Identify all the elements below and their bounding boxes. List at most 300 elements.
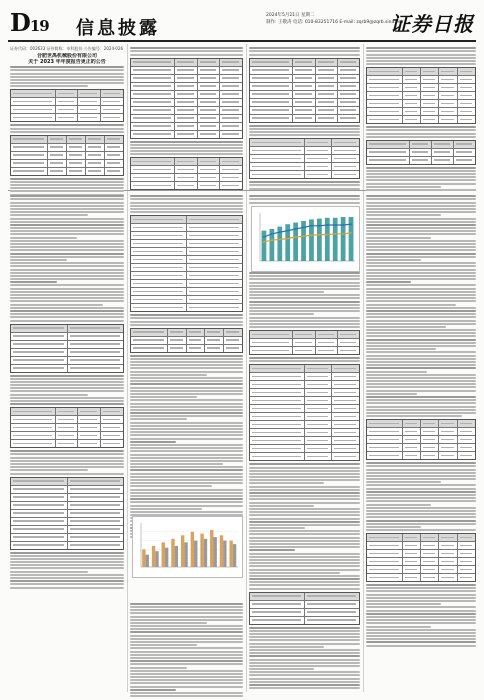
- text-line: [366, 584, 476, 586]
- table-cell: [11, 440, 56, 447]
- table-cell: [68, 510, 124, 517]
- text-line: [366, 335, 476, 337]
- text-line: [249, 505, 314, 507]
- table-cell: [68, 478, 124, 485]
- table-cell: [305, 163, 333, 170]
- table-cell: [11, 349, 68, 356]
- text-line: [249, 668, 314, 670]
- table-cell: [11, 333, 68, 340]
- table-cell: [421, 76, 439, 83]
- table-row: [11, 333, 123, 341]
- body-text-block: [366, 167, 476, 191]
- chart-bar: [146, 555, 149, 567]
- table-row: [131, 115, 242, 123]
- text-line: [249, 639, 360, 641]
- text-line: [366, 526, 421, 528]
- series-point: [334, 224, 336, 226]
- table-cell: [220, 123, 242, 130]
- body-text-block: [249, 47, 360, 55]
- table-cell: [421, 436, 439, 443]
- table-cell: [316, 99, 338, 106]
- text-line: [366, 50, 476, 52]
- table-cell: [250, 405, 305, 412]
- text-line: [130, 317, 243, 319]
- text-line: [366, 265, 476, 267]
- text-column: [10, 194, 124, 590]
- text-line: [130, 367, 243, 369]
- table-cell: [224, 337, 242, 344]
- text-line: [10, 205, 124, 207]
- table-cell: [101, 432, 123, 439]
- text-line: [10, 195, 124, 197]
- table-header-row: [250, 59, 359, 67]
- text-line: [249, 202, 360, 204]
- table-row: [250, 373, 359, 381]
- table-row: [11, 357, 123, 365]
- text-line: [366, 54, 476, 56]
- table-row: [11, 432, 123, 440]
- table-cell: [421, 428, 439, 435]
- table-row: [367, 84, 475, 92]
- table-cell: [439, 420, 457, 427]
- data-table: [130, 157, 243, 190]
- table-cell: [86, 152, 105, 159]
- table-row: [131, 248, 242, 256]
- table-cell: [250, 413, 305, 420]
- body-text-block: [130, 47, 243, 55]
- text-line: [249, 47, 360, 49]
- table-cell: [421, 452, 439, 459]
- text-line: [366, 342, 476, 344]
- table-cell: [305, 389, 333, 396]
- table-cell: [198, 182, 221, 189]
- table-cell: [332, 139, 359, 146]
- table-cell: [86, 168, 105, 175]
- table-cell: [131, 99, 175, 106]
- table-cell: [439, 116, 457, 123]
- text-line: [366, 183, 476, 185]
- table-cell: [105, 160, 123, 167]
- table-cell: [11, 526, 68, 533]
- table-cell: [131, 288, 187, 295]
- text-line: [130, 644, 197, 646]
- table-cell: [131, 59, 175, 66]
- table-cell: [316, 107, 338, 114]
- table-row: [250, 147, 359, 155]
- table-cell: [68, 542, 124, 549]
- table-cell: [367, 157, 410, 164]
- series-point: [342, 233, 344, 235]
- text-line: [249, 278, 360, 280]
- text-line: [130, 508, 202, 510]
- text-line: [366, 491, 476, 493]
- table-cell: [421, 566, 439, 573]
- chart-bar: [213, 537, 216, 567]
- text-line: [10, 397, 124, 399]
- series-line: [264, 233, 351, 242]
- table-cell: [421, 558, 439, 565]
- table-cell: [421, 444, 439, 451]
- text-line: [249, 131, 360, 133]
- table-cell: [131, 272, 187, 279]
- table-cell: [332, 373, 359, 380]
- data-table: [249, 364, 360, 461]
- announcement-title: 关于 2023 年年度报告更正的公告: [28, 59, 106, 65]
- text-line: [366, 233, 476, 235]
- text-line: [366, 494, 476, 496]
- text-line: [249, 188, 360, 190]
- table-row: [131, 99, 242, 107]
- table-cell: [305, 397, 333, 404]
- data-table: [10, 89, 124, 122]
- table-cell: [432, 149, 454, 156]
- table-row: [250, 107, 359, 115]
- table-cell: [293, 339, 315, 346]
- text-line: [130, 444, 243, 446]
- data-table: [130, 215, 243, 312]
- text-line: [130, 682, 243, 684]
- table-cell: [403, 116, 421, 123]
- chart-bar: [200, 534, 203, 567]
- table-cell: [187, 256, 242, 263]
- text-line: [366, 326, 446, 328]
- text-line: [249, 294, 360, 296]
- table-row: [11, 542, 123, 549]
- text-line: [10, 259, 67, 261]
- text-line: [10, 387, 124, 389]
- chart-bar: [233, 544, 236, 567]
- text-column: [130, 194, 243, 698]
- table-cell: [101, 98, 123, 105]
- table-cell: [78, 416, 101, 423]
- table-cell: [67, 136, 86, 143]
- table-cell: [367, 92, 403, 99]
- text-line: [10, 580, 124, 582]
- body-text-block: [10, 124, 124, 132]
- table-cell: [403, 92, 421, 99]
- text-line: [130, 47, 243, 49]
- text-line: [10, 561, 124, 563]
- data-table: [10, 324, 124, 373]
- text-line: [10, 552, 124, 554]
- table-row: [131, 240, 242, 248]
- table-row: [250, 421, 359, 429]
- body-text-block: [249, 357, 360, 362]
- table-cell: [432, 157, 454, 164]
- table-cell: [458, 542, 475, 549]
- table-cell: [403, 444, 421, 451]
- table-header-row: [131, 158, 242, 166]
- table-cell: [220, 75, 242, 82]
- text-line: [130, 387, 243, 389]
- table-cell: [367, 149, 410, 156]
- chart-bar: [155, 551, 158, 567]
- table-cell: [403, 108, 421, 115]
- table-cell: [220, 99, 242, 106]
- text-line: [130, 469, 243, 471]
- table-cell: [293, 99, 315, 106]
- table-row: [250, 429, 359, 437]
- table-cell: [250, 163, 305, 170]
- text-line: [366, 167, 476, 169]
- text-line: [366, 507, 476, 509]
- text-line: [366, 415, 462, 417]
- table-cell: [68, 341, 124, 348]
- data-table: [366, 140, 476, 165]
- table-row: [250, 171, 359, 178]
- table-cell: [131, 123, 175, 130]
- text-line: [366, 291, 476, 293]
- table-header-row: [131, 216, 242, 224]
- text-line: [366, 249, 476, 251]
- table-cell: [105, 152, 123, 159]
- text-line: [130, 211, 243, 213]
- text-line: [249, 304, 360, 306]
- text-line: [366, 316, 476, 318]
- text-line: [130, 463, 223, 465]
- text-line: [366, 63, 476, 65]
- text-line: [130, 612, 243, 614]
- text-line: [249, 530, 360, 532]
- text-line: [249, 479, 360, 481]
- table-cell: [131, 337, 168, 344]
- text-line: [366, 281, 411, 283]
- table-cell: [131, 345, 168, 352]
- text-line: [366, 256, 476, 258]
- text-line: [130, 641, 243, 643]
- table-cell: [250, 83, 293, 90]
- text-line: [249, 320, 360, 322]
- text-line: [130, 498, 243, 500]
- table-cell: [187, 216, 242, 223]
- table-cell: [175, 83, 198, 90]
- table-cell: [421, 68, 439, 75]
- chart-bar: [162, 542, 165, 567]
- text-line: [366, 195, 476, 197]
- table-row: [250, 445, 359, 453]
- text-line: [249, 549, 295, 551]
- text-line: [10, 453, 124, 455]
- text-line: [249, 184, 360, 186]
- table-cell: [367, 558, 403, 565]
- table-cell: [250, 453, 305, 460]
- table-cell: [250, 445, 305, 452]
- body-text-block: [366, 47, 476, 65]
- table-row: [250, 381, 359, 389]
- table-cell: [403, 436, 421, 443]
- text-line: [366, 345, 476, 347]
- text-line: [366, 638, 476, 640]
- table-cell: [198, 75, 221, 82]
- table-cell: [48, 160, 67, 167]
- table-cell: [293, 59, 315, 66]
- table-cell: [175, 158, 198, 165]
- text-line: [10, 265, 124, 267]
- table-row: [367, 428, 475, 436]
- text-line: [366, 275, 476, 277]
- table-cell: [175, 131, 198, 138]
- table-cell: [250, 365, 305, 372]
- data-table: [130, 328, 243, 353]
- table-row: [11, 168, 123, 175]
- text-line: [10, 297, 124, 299]
- table-cell: [198, 59, 221, 66]
- table-cell: [175, 166, 198, 173]
- table-row: [367, 108, 475, 116]
- text-line: [10, 281, 57, 283]
- table-cell: [316, 75, 338, 82]
- text-line: [249, 674, 360, 676]
- column-divider: [246, 44, 247, 692]
- table-cell: [332, 147, 359, 154]
- table-cell: [11, 160, 48, 167]
- table-row: [11, 526, 123, 534]
- text-line: [130, 673, 243, 675]
- table-cell: [11, 357, 68, 364]
- table-cell: [78, 98, 101, 105]
- text-line: [366, 297, 476, 299]
- text-line: [366, 478, 476, 480]
- table-cell: [454, 157, 475, 164]
- text-line: [366, 224, 476, 226]
- table-row: [11, 534, 123, 542]
- table-row: [131, 83, 242, 91]
- dateline: 2024年5月21日 星期二: [266, 13, 315, 18]
- table-cell: [332, 421, 359, 428]
- table-cell: [187, 288, 242, 295]
- table-cell: [250, 437, 305, 444]
- body-text-block: [249, 272, 360, 328]
- text-line: [130, 447, 243, 449]
- table-cell: [175, 115, 198, 122]
- text-line: [366, 189, 476, 191]
- table-cell: [205, 329, 224, 336]
- table-row: [367, 452, 475, 459]
- text-line: [130, 647, 243, 649]
- table-row: [11, 98, 123, 106]
- table-cell: [332, 445, 359, 452]
- table-cell: [305, 413, 333, 420]
- table-cell: [198, 123, 221, 130]
- table-cell: [367, 100, 403, 107]
- text-line: [366, 383, 476, 385]
- text-line: [10, 310, 124, 312]
- text-line: [249, 463, 360, 465]
- table-cell: [250, 347, 293, 354]
- table-cell: [187, 280, 242, 287]
- table-cell: [187, 248, 242, 255]
- table-cell: [403, 452, 421, 459]
- table-cell: [338, 347, 359, 354]
- table-cell: [187, 304, 242, 311]
- text-line: [10, 288, 124, 290]
- text-line: [249, 360, 360, 362]
- series-line: [264, 224, 351, 237]
- table-cell: [305, 147, 333, 154]
- text-line: [366, 613, 476, 615]
- table-cell: [56, 424, 79, 431]
- table-cell: [367, 68, 403, 75]
- table-cell: [198, 131, 221, 138]
- table-cell: [305, 445, 333, 452]
- text-line: [366, 590, 476, 592]
- table-cell: [367, 84, 403, 91]
- table-cell: [250, 339, 293, 346]
- text-line: [10, 214, 88, 216]
- table-cell: [198, 166, 221, 173]
- text-line: [366, 520, 476, 522]
- text-line: [130, 441, 176, 443]
- text-line: [249, 489, 360, 491]
- text-line: [249, 572, 340, 574]
- table-cell: [421, 550, 439, 557]
- table-cell: [439, 542, 457, 549]
- text-line: [130, 679, 243, 681]
- table-cell: [250, 609, 305, 616]
- table-row: [250, 617, 359, 624]
- table-cell: [403, 558, 421, 565]
- table-cell: [198, 158, 221, 165]
- text-line: [366, 351, 476, 353]
- table-cell: [403, 566, 421, 573]
- table-cell: [78, 440, 101, 447]
- text-line: [366, 529, 476, 531]
- text-line: [130, 689, 176, 691]
- chart-bar: [204, 539, 207, 567]
- text-column: [366, 194, 476, 648]
- table-cell: [101, 416, 123, 423]
- table-cell: [338, 67, 359, 74]
- text-line: [366, 246, 476, 248]
- series-point: [279, 239, 281, 241]
- text-line: [130, 144, 243, 146]
- table-cell: [332, 437, 359, 444]
- text-line: [366, 409, 476, 411]
- table-cell: [250, 389, 305, 396]
- table-row: [250, 389, 359, 397]
- table-cell: [220, 83, 242, 90]
- text-line: [130, 202, 243, 204]
- text-line: [10, 555, 124, 557]
- table-cell: [56, 408, 79, 415]
- table-cell: [131, 296, 187, 303]
- text-line: [130, 399, 243, 401]
- table-row: [250, 83, 359, 91]
- table-row: [131, 67, 242, 75]
- text-line: [10, 378, 124, 380]
- table-cell: [421, 420, 439, 427]
- series-point: [318, 234, 320, 236]
- table-cell: [305, 429, 333, 436]
- table-row: [250, 115, 359, 122]
- text-line: [366, 497, 476, 499]
- series-point: [303, 227, 305, 229]
- text-line: [130, 415, 243, 417]
- table-cell: [11, 152, 48, 159]
- table-cell: [56, 106, 79, 113]
- table-cell: [56, 440, 79, 447]
- table-cell: [68, 518, 124, 525]
- table-row: [131, 256, 242, 264]
- table-row: [131, 174, 242, 182]
- text-line: [130, 473, 243, 475]
- text-line: [130, 460, 243, 462]
- text-line: [130, 150, 243, 152]
- text-line: [130, 314, 243, 316]
- table-cell: [220, 59, 242, 66]
- text-line: [249, 652, 360, 654]
- table-row: [250, 601, 359, 609]
